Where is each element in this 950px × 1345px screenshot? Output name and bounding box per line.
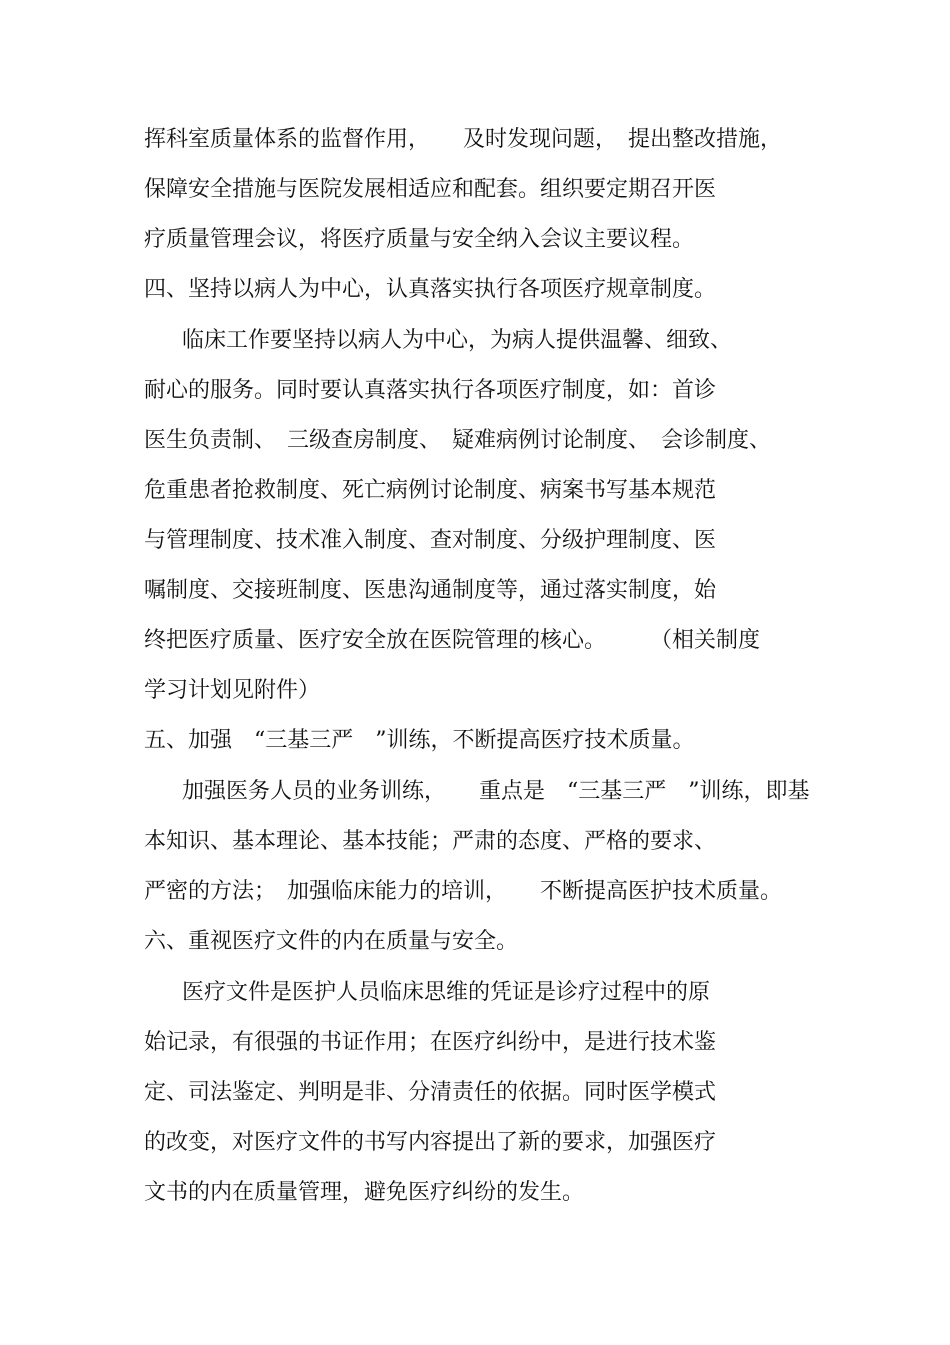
text-line: 文书的内在质量管理，避免医疗纠纷的发生。	[144, 1180, 585, 1205]
section-heading: 五、加强 “三基三严 ”训练，不断提高医疗技术质量。	[144, 728, 695, 753]
text-line: 的改变，对医疗文件的书写内容提出了新的要求，加强医疗	[144, 1130, 717, 1155]
text-line: 严密的方法； 加强临床能力的培训， 不断提高医护技术质量。	[144, 879, 783, 904]
text-line: 危重患者抢救制度、死亡病例讨论制度、病案书写基本规范	[144, 478, 717, 503]
text-line: 终把医疗质量、医疗安全放在医院管理的核心。 （相关制度	[144, 628, 761, 653]
section-heading: 六、重视医疗文件的内在质量与安全。	[144, 929, 519, 954]
text-line: 挥科室质量体系的监督作用， 及时发现问题， 提出整改措施，	[144, 127, 783, 152]
paragraph-first-line: 医疗文件是医护人员临床思维的凭证是诊疗过程中的原	[182, 980, 711, 1005]
text-line: 与管理制度、技术准入制度、查对制度、分级护理制度、医	[144, 528, 717, 553]
text-line: 学习计划见附件）	[144, 678, 321, 703]
paragraph-first-line: 加强医务人员的业务训练， 重点是 “三基三严 ”训练，即基	[182, 779, 810, 804]
text-line: 嘱制度、交接班制度、医患沟通制度等，通过落实制度，始	[144, 578, 717, 603]
text-line: 耐心的服务。同时要认真落实执行各项医疗制度，如：首诊	[144, 378, 717, 403]
text-line: 本知识、基本理论、基本技能；严肃的态度、严格的要求、	[144, 829, 717, 854]
text-line: 定、司法鉴定、判明是非、分清责任的依据。同时医学模式	[144, 1080, 717, 1105]
text-line: 医生负责制、 三级查房制度、 疑难病例讨论制度、 会诊制度、	[144, 428, 772, 453]
text-line: 始记录，有很强的书证作用；在医疗纠纷中，是进行技术鉴	[144, 1030, 717, 1055]
section-heading: 四、坚持以病人为中心，认真落实执行各项医疗规章制度。	[144, 277, 717, 302]
text-line: 疗质量管理会议，将医疗质量与安全纳入会议主要议程。	[144, 227, 695, 252]
paragraph-first-line: 临床工作要坚持以病人为中心，为病人提供温馨、细致、	[182, 328, 733, 353]
text-line: 保障安全措施与医院发展相适应和配套。组织要定期召开医	[144, 177, 717, 202]
